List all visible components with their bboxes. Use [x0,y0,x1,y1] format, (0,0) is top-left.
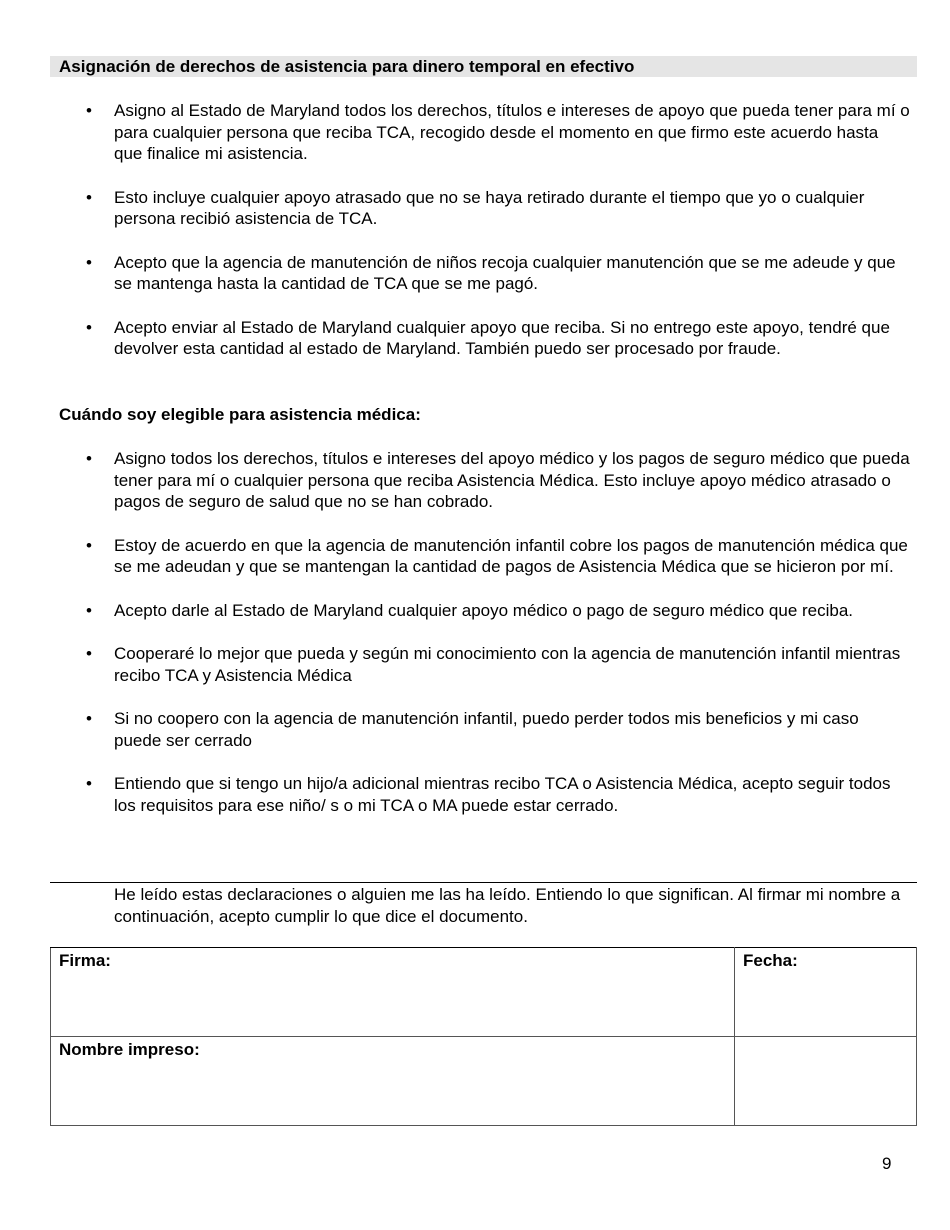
table-row [51,948,917,1037]
bullet-icon: • [86,774,92,793]
bullet-icon: • [86,709,92,728]
signature-field[interactable] [51,948,735,1037]
signature-table [50,947,917,1126]
list-item-text: Entiendo que si tengo un hijo/a adicional mientras recibo TCA o Asistencia Médica, acepto seguir todos los requisitos para ese niño/ s o mi TCA o MA puede estar cerrado. [114,774,891,815]
medical-bullet-list [0,448,950,816]
date-field[interactable] [735,948,917,1037]
page-number: 9 [882,1154,892,1173]
bullet-icon: • [86,600,92,620]
bullet-icon: • [86,187,92,207]
list-item [0,448,950,513]
bullet-icon: • [86,101,92,120]
list-item [0,708,950,751]
list-item [0,600,950,622]
bullet-icon: • [86,535,92,555]
blank-field[interactable] [735,1037,917,1126]
divider [50,882,917,883]
list-item-text: Cooperaré lo mejor que pueda y según mi conocimiento con la agencia de manutención infantil mientras recibo TCA y Asistencia Médica [114,644,901,685]
tca-bullet-list [0,100,950,360]
list-item [0,773,950,816]
declaration-text: He leído estas declaraciones o alguien me las ha leído. Entiendo lo que significan. Al firmar mi nombre a continuación, acepto cumplir lo que dice el documento. [114,885,901,926]
date-label: Fecha: [743,951,798,970]
medical-heading: Cuándo soy elegible para asistencia médica: [59,405,421,424]
table-row [51,1037,917,1126]
list-item [0,100,950,165]
list-item-text: Acepto enviar al Estado de Maryland cualquier apoyo que reciba. Si no entrego este apoyo, tendré que devolver esta cantidad al estado de Maryland. También puedo ser procesado por fraude. [114,317,890,358]
printed-name-label: Nombre impreso: [59,1040,200,1059]
list-item [0,317,950,360]
section-header: Asignación de derechos de asistencia para dinero temporal en efectivo [50,56,917,77]
printed-name-field[interactable] [51,1037,735,1126]
bullet-icon: • [86,317,92,337]
bullet-icon: • [86,449,92,468]
list-item-text: Acepto que la agencia de manutención de niños recoja cualquier manutención que se me adeude y que se mantenga hasta la cantidad de TCA que se me pagó. [114,252,896,293]
bullet-icon: • [86,252,92,272]
list-item [0,187,950,230]
list-item-text: Asigno al Estado de Maryland todos los derechos, títulos e intereses de apoyo que pueda tener para mí o para cualquier persona que reciba TCA, recogido desde el momento en que firmo este acuerdo hasta que finalice mi asistencia. [114,101,910,163]
signature-label: Firma: [59,951,111,970]
list-item-text: Acepto darle al Estado de Maryland cualquier apoyo médico o pago de seguro médico que reciba. [114,600,854,620]
list-item-text: Si no coopero con la agencia de manutención infantil, puedo perder todos mis beneficios y mi caso puede ser cerrado [114,709,859,750]
list-item [0,252,950,295]
list-item-text: Esto incluye cualquier apoyo atrasado que no se haya retirado durante el tiempo que yo o cualquier persona recibió asistencia de TCA. [114,187,865,228]
bullet-icon: • [86,644,92,663]
list-item-text: Estoy de acuerdo en que la agencia de manutención infantil cobre los pagos de manutención médica que se me adeudan y que se mantengan la cantidad de pagos de Asistencia Médica que se hicieron por mí. [114,535,908,576]
list-item [0,643,950,686]
list-item-text: Asigno todos los derechos, títulos e intereses del apoyo médico y los pagos de seguro médico que pueda tener para mí o cualquier persona que reciba Asistencia Médica. Esto incluye apoyo médico atrasado o pagos de seguro de salud que no se han cobrado. [114,449,910,511]
list-item [0,535,950,578]
